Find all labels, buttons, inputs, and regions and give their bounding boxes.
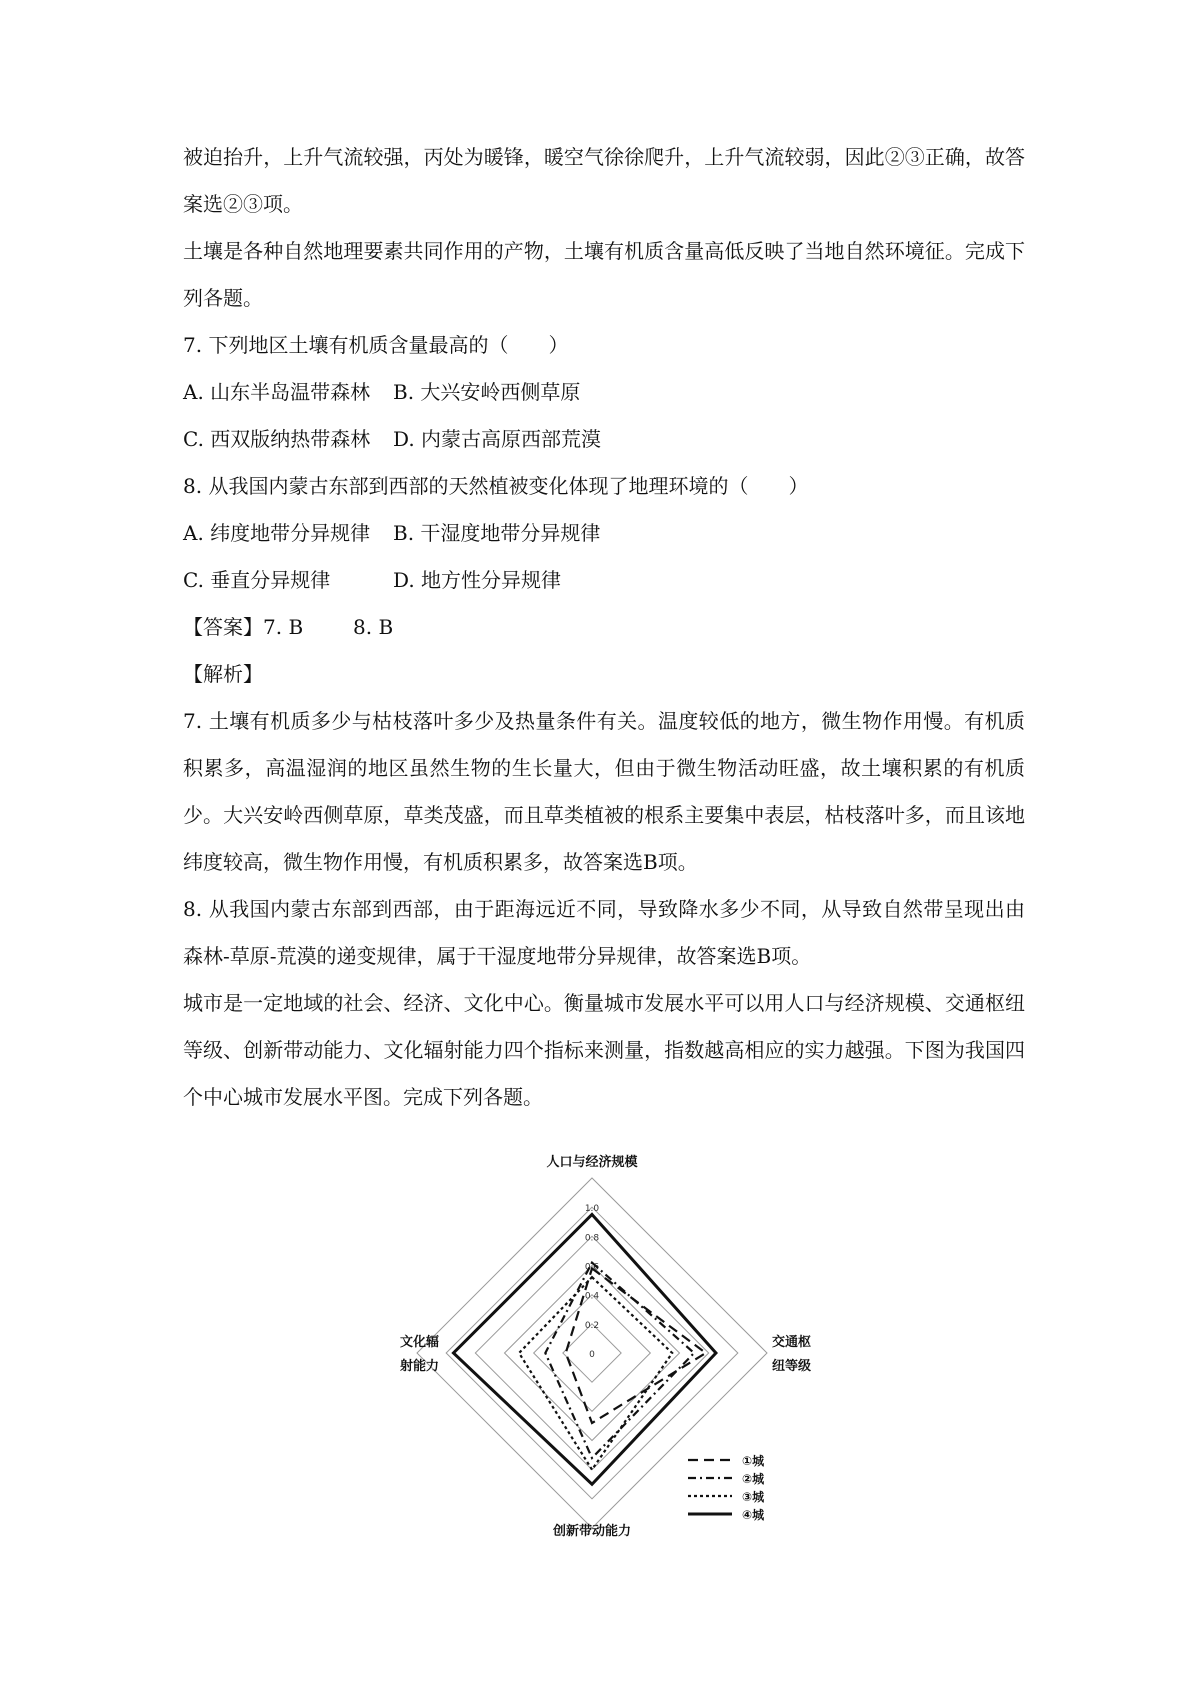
answer-line: [183, 604, 394, 651]
question-8-stem: 8. 从我国内蒙古东部到西部的天然植被变化体现了地理环境的（ ）: [183, 474, 809, 498]
question-8-option-d: D. 地方性分异规律: [393, 568, 562, 592]
question-7-option-b: B. 大兴安岭西侧草原: [393, 380, 581, 404]
question-8-option-a: A. 纬度地带分异规律: [183, 521, 371, 545]
analysis-label: 【解析】: [183, 662, 263, 686]
intro-paragraph-3: 城市是一定地域的社会、经济、文化中心。衡量城市发展水平可以用人口与经济规模、交通枢纽等级、创新带动能力、文化辐射能力四个指标来测量，指数越高相应的实力越强。下图为我国四个中心城市发展水平图。完成下列各题。: [183, 991, 1025, 1109]
question-7-option-d: D. 内蒙古高原西部荒漠: [393, 427, 602, 451]
tick-label-4: 0.8: [584, 1233, 600, 1244]
legend-label-4: ④城: [742, 1508, 765, 1522]
axis-label-bottom-0: 创新带动能力: [552, 1524, 632, 1539]
radar-chart-figure: [370, 1150, 830, 1540]
intro-paragraph-2: 土壤是各种自然地理要素共同作用的产物，土壤有机质含量高低反映了当地自然环境征。完成下列各题。: [183, 239, 1025, 310]
analysis-8: 8. 从我国内蒙古东部到西部，由于距海远近不同，导致降水多少不同，从导致自然带呈现出由森林-草原-荒漠的递变规律，属于干湿度地带分异规律，故答案选B项。: [183, 897, 1025, 968]
legend-label-2: ②城: [742, 1472, 765, 1486]
answer-7: 7. B: [263, 615, 304, 639]
tick-label-2: 0.4: [584, 1291, 600, 1302]
answer-label: 【答案】: [183, 615, 263, 639]
question-8-option-b: B. 干湿度地带分异规律: [393, 521, 601, 545]
axis-label-left-1: 射能力: [400, 1359, 440, 1374]
analysis-7: 7. 土壤有机质多少与枯枝落叶多少及热量条件有关。温度较低的地方，微生物作用慢。有机质积累多，高温湿润的地区虽然生物的生长量大，但由于微生物活动旺盛，故土壤积累的有机质少。大兴安岭西侧草原，草类茂盛，而且草类植被的根系主要集中表层，枯枝落叶多，而且该地纬度较高，微生物作用慢，有机质积累多，故答案选B项。: [183, 709, 1025, 874]
intro-paragraph-1: 被迫抬升，上升气流较强，丙处为暖锋，暖空气徐徐爬升，上升气流较弱，因此②③正确，故答案选②③项。: [183, 145, 1025, 216]
question-8-row-2: [183, 557, 562, 604]
legend-label-3: ③城: [742, 1490, 765, 1504]
axis-label-right-1: 纽等级: [772, 1359, 812, 1374]
question-8-row-1: [183, 510, 601, 557]
axis-label-right-0: 交通枢: [772, 1335, 812, 1350]
axis-label-left-0: 文化辐: [400, 1335, 440, 1350]
tick-label-5: 1.0: [584, 1204, 600, 1215]
legend-label-1: ①城: [742, 1454, 765, 1468]
answer-8: 8. B: [353, 615, 394, 639]
question-8-option-c: C. 垂直分异规律: [183, 568, 331, 592]
question-7-stem: 7. 下列地区土壤有机质含量最高的（ ）: [183, 333, 569, 357]
tick-label-3: 0.6: [584, 1262, 600, 1273]
question-7-row-1: [183, 369, 581, 416]
question-7-option-c: C. 西双版纳热带森林: [183, 427, 371, 451]
tick-label-1: 0.2: [584, 1320, 600, 1331]
axis-label-top-0: 人口与经济规模: [546, 1155, 638, 1170]
question-7-row-2: [183, 416, 602, 463]
question-7-option-a: A. 山东半岛温带森林: [183, 380, 371, 404]
series-line-3: [519, 1277, 672, 1470]
tick-label-0: 0: [589, 1350, 595, 1360]
radar-chart: [370, 1150, 830, 1540]
